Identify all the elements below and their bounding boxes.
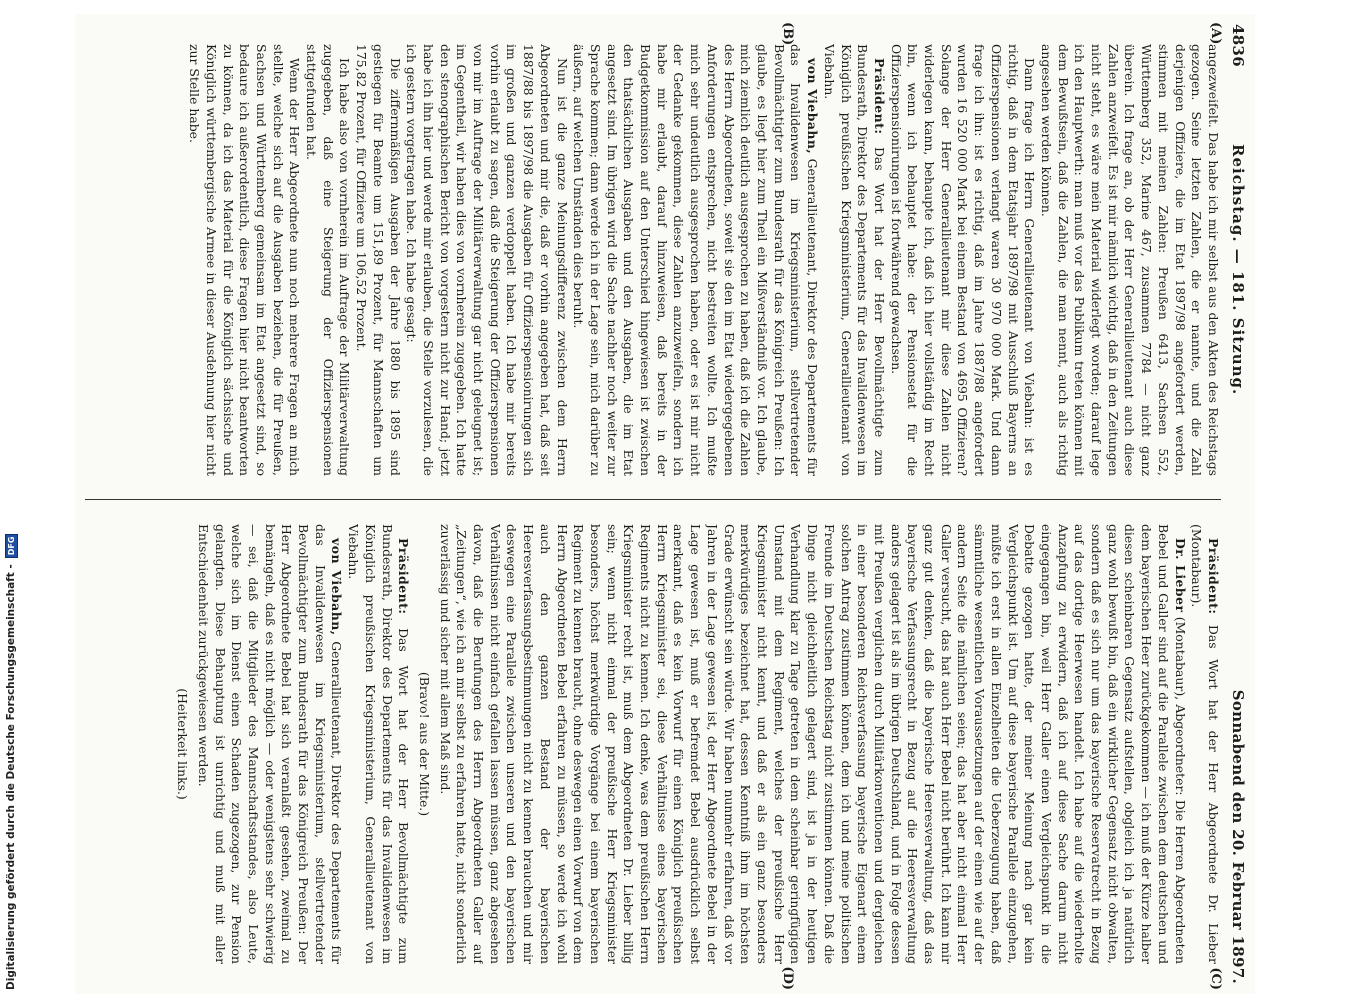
viebahn-paragraph [570,44,821,476]
date-line: Sonnabend den 20. Februar 1897. [1229,689,1247,984]
speech-text: Generallieutenant, Direktor des Departements für das Invalidenwesen im Kriegsministerium, stellvertretender Bevollmächtigter zum Bundesrath für das Königreich Preußen: Ich glaube, es liegt hier zum Theil ein Mißverständniß vor. Ich glaube, mich ziemlich deutlich ausgesprochen zu haben, daß ich die Zahlen des Herrn Abgeordneten, soweit sie den im Etat wiedergegebenen Anforderungen entsprechen, nicht bestreiten wollte. Ich mußte mich sehr undeutlich ausgesprochen haben, oder es ist mir nicht der Gedanke gekommen, diese Zahlen anzuzweifeln, sondern ich habe mir erlaubt, darauf hinzuweisen, daß bereits in der Budgetkommission auf den Unterschied hingewiesen ist zwischen den thatsächlichen Ausgaben und den Ausgaben, die im Etat angesetzt sind. Im übrigen wird die Sache nachher noch weiter zur Sprache kommen; dann werde ich in der Lage sein, mich darüber zu äußern, auf welchen Umständen dies beruht. [571,44,821,476]
viebahn-paragraph [194,524,344,964]
paragraph: Ich habe also von vornherein im Auftrage der Militärverwaltung zugegeben, daß eine Steigerung der Offizierspensionen stattgefunden hat. [304,44,353,476]
scanned-page [75,14,1255,994]
speech-text: Das Wort hat der Herr Bevollmächtigte zum Bundesrath, Direktor des Departements für das Invalidenwesen im Königlich preußischen Kriegsministerium, Generallieutenant von Viebahn. [821,44,887,476]
column-divider [85,499,1221,500]
margin-marker-d: (D) [780,966,795,990]
interjection: (Heiterkeit links.) [175,688,191,800]
digitization-text: Digitalisierung gefördert durch die Deutsche Forschungsgemeinschaft - [5,564,17,990]
margin-marker-b: (B) [780,22,795,46]
quoted-paragraph: Die ziffernmäßigen Ausgaben der Jahre 1880 bis 1895 sind gestiegen für Beamte um 151,89 Prozent, für Mannschaften um 175,82 Prozent, für Offiziere um 106,52 Prozent. [354,44,403,476]
speech-text: Das Wort hat der Herr Abgeordnete Dr. Lieber (Montabaur). [1189,524,1221,964]
paragraph: Nun ist die ganze Meinungsdifferenz zwischen dem Herrn Abgeordneten und mir die, daß er vorhin angegeben hat, daß seit 1887/88 bis 1897/98 die Ausgaben für Offizierspensionirungen sich im großen und ganzen verdoppelt haben. Ich habe mir bereits vorhin erlaubt zu sagen, daß die Steigerung der Offizierspensionen von mir im Auftrage der Militärverwaltung gar nicht geleugnet ist; im Gegentheil, wir haben dies von vornherein zugegeben. Ich hatte den stenographischen Bericht von vorgestern nicht zur Hand; jetzt habe ich ihn hier und werde mir erlauben, die Stelle vorzulesen, die ich gestern vorgetragen habe. Ich habe gesagt: [404,44,570,476]
speaker-name: Präsident: [1206,538,1221,615]
speaker-name: von Viebahn, [329,538,345,636]
lieber-paragraph [436,524,1188,964]
president-paragraph [344,524,411,964]
right-text-column [81,524,1221,964]
speech-text: Das Wort hat der Herr Bevollmächtigte zum Bundesrath, Direktor des Departements für das Invalidenwesen im Königlich preußischen Kriegsministerium, Generallieutenant von Viebahn. [346,524,412,964]
digitization-note [4,536,18,990]
speech-text: (Montabaur), Abgeordneter: Die Herren Abgeordneten Bebel und Galler sind auf die Parallele zwischen dem deutschen und dem bayerischen Heer zurückgekommen — ich muß der Kürze halber diesen scheinbaren Gegensatz aufstellen, obgleich ich ja natürlich ganz wohl bewußt bin, daß ein wirklicher Gegensatz nicht obwalten, sondern daß es sich nur um das bayerische Reservatrecht in Bezug auf das dortige Heerwesen handelt. Ich habe auf die wiederholte Anzapfung zu erwidern, daß ich auf diese Sache darum nicht eingegangen bin, weil Herr Galler einen Vergleichspunkt in die Debatte gezogen hatte, der meiner Meinung nach gar kein Vergleichspunkt ist. Um auf diese bayerische Parallele einzugehen, müßte ich erst in allen Einzelheiten die Ueberzeugung haben, daß sämmtliche wesentlichen Voraussetzungen auf der einen wie auf der andern Seite die nämlichen seien; das hat aber nicht einmal Herr Galler versucht, das hat auch Herr Bebel nicht berührt. Ich kann mir ganz gut denken, daß die bayerische Heeresverwaltung, daß das bayerische Verfassungsrecht in Bezug auf die Heeresverwaltung anders gelagert ist als im übrigen Deutschland, und in Folge dessen mit Preußen verglichen durch Militärkonventionen und dergleichen in einer besonderen Reichsverfassung bayerische Eigenart einem solchen Antrag zustimmen können, dem ich und meine politischen Freunde im Deutschen Reichstag nicht zustimmen können. Daß die Dinge nicht gleichheitlich gelagert sind, ist ja in der heutigen Verhandlung klar zu Tage getreten in dem scheinbar geringfügigen Umstand mit dem Regiment, welches der preußische Herr Kriegsminister nicht kennt, und daß er als ein ganz besonders merkwürdiges bezeichnet hat, dessen Kenntniß ihm im höchsten Grade erwünscht sein würde. Wir haben nunmehr erfahren, daß vor Jahren in der Lage gewesen ist, der Herr Abgeordnete Bebel in der Lage gewesen ist, muß er befremdet Bebel ausdrücklich selbst anerkannt, daß es kein Vorwurf für einen Königlich preußischen Herrn Kriegsminister sei, diese Verhältnisse eines bayerischen Regiments nicht zu kennen. Ich denke, was dem preußischen Herrn Kriegsminister recht ist, muß dem Abgeordneten Dr. Lieber billig sein; wenn nicht einmal der preußische Herr Kriegsminister besonders, höchst merkwürdige Vorgänge bei einem bayerischen Regiment zu kennen braucht, ohne deswegen einen Vorwurf von dem Herrn Abgeordneten Bebel erfahren zu müssen, so werde ich wohl auch den ganzen Bestand der bayerischen Heeresverfassungsbestimmungen nicht zu kennen brauchen und mir deswegen eine Parallele zwischen unseren und den bayerischen Verhältnissen nicht einfach gefallen lassen müssen, ganz abgesehen davon, daß die Berufungen des Herrn Abgeordneten Galler auf „Zeitungen“, wie ich an mir selbst zu erfahren hatte, nicht sonderlich zuverlässig und sicher mit allem Maß sind. [437,524,1188,964]
speaker-name: Dr. Lieber [1172,538,1188,613]
president-paragraph [820,44,887,476]
margin-marker-c: (C) [1208,967,1223,990]
speaker-name: von Viebahn, [805,58,821,155]
margin-marker-a: (A) [1208,22,1223,45]
interjection: (Bravo! aus der Mitte.) [416,671,432,817]
paragraph: Wenn der Herr Abgeordnete nun noch mehrere Fragen an mich stellte, welche sich auf die Ausgaben beziehen, die für Preußen, Sachsen und Württemberg gemeinsam im Etat angesetzt sind, so bedaure ich außerordentlich, diese Fragen hier nicht beantworten zu können, da ich das Material für die Königlich sächsische und Königlich württembergische Armee in dieser Ausdehnung hier nicht zur Stelle habe. [187,44,303,476]
page-number: 4836 [1229,24,1247,67]
paragraph: angezweifelt. Das habe ich mir selbst aus den Akten des Reichstags gezogen. Seine letzten Zahlen, die er nannte, und die Zahl derjenigen Offiziere, die im Etat 1897/98 angefordert werden, stimmen mit meinen Zahlen: Preußen 6413, Sachsen 552, Württemberg 352, Marine 467, zusammen 7784 — nicht ganz überein. Ich frage an, ob der Herr Generallieutenant auch diese Zahlen anzweifelt. Es ist mir nämlich wichtig, daß in den Zeitungen nicht steht, es wäre mein Material widerlegt worden; darauf lege ich den Hauptwerth: man muß vor das Publikum treten können mit dem Bewußtsein, daß die Zahlen, die man nennt, auch als richtig angesehen werden können. [1038,44,1221,476]
president-paragraph [1188,524,1221,964]
session-line: Reichstag. — 181. Sitzung. [1229,144,1247,396]
speech-text: Generallieutenant, Direktor des Departements für das Invalidenwesen im Kriegsministerium, stellvertretender Bevollmächtigter zum Bundesrath für das Königreich Preußen: Der Herr Abgeordnete Bebel hat sich veranlaßt gesehen, zweimal zu bemängeln, daß es nicht möglich — oder wenigstens sehr schwierig — sei, daß die Mitglieder des Mannschaftsstandes, also Leute, welche sich im Dienst einen Schaden zugezogen, zur Pension gelangten. Diese Behauptung ist unrichtig und muß mit aller Entschiedenheit zurückgewiesen werden. [195,524,345,964]
speaker-name: Präsident: [396,538,412,615]
left-text-column [81,44,1221,476]
speaker-name: Präsident: [871,58,887,135]
dfg-logo-icon: DFG [5,534,18,559]
page-header [1225,24,1251,984]
paragraph: Dann frage ich Herrn Generallieutenant von Viebahn: ist es richtig, daß in dem Etatsjahr 1897/98 mit Ausschluß Bayerns an Offizierspensionen verlangt waren 30 970 000 Mark. Und dann frage ich ihn: ist es richtig, daß im Jahre 1887/88 angefordert wurden 16 520 000 Mark bei einem Bestand von 4695 Offizieren? Solange der Herr Generallieutenant mir diese Zahlen nicht widerlegen kann, behaupte ich, daß ich hier vollständig im Recht bin, wenn ich behauptet habe: der Pensionsetat für die Offizierspensionirungen ist fortwährend gewachsen. [888,44,1038,476]
